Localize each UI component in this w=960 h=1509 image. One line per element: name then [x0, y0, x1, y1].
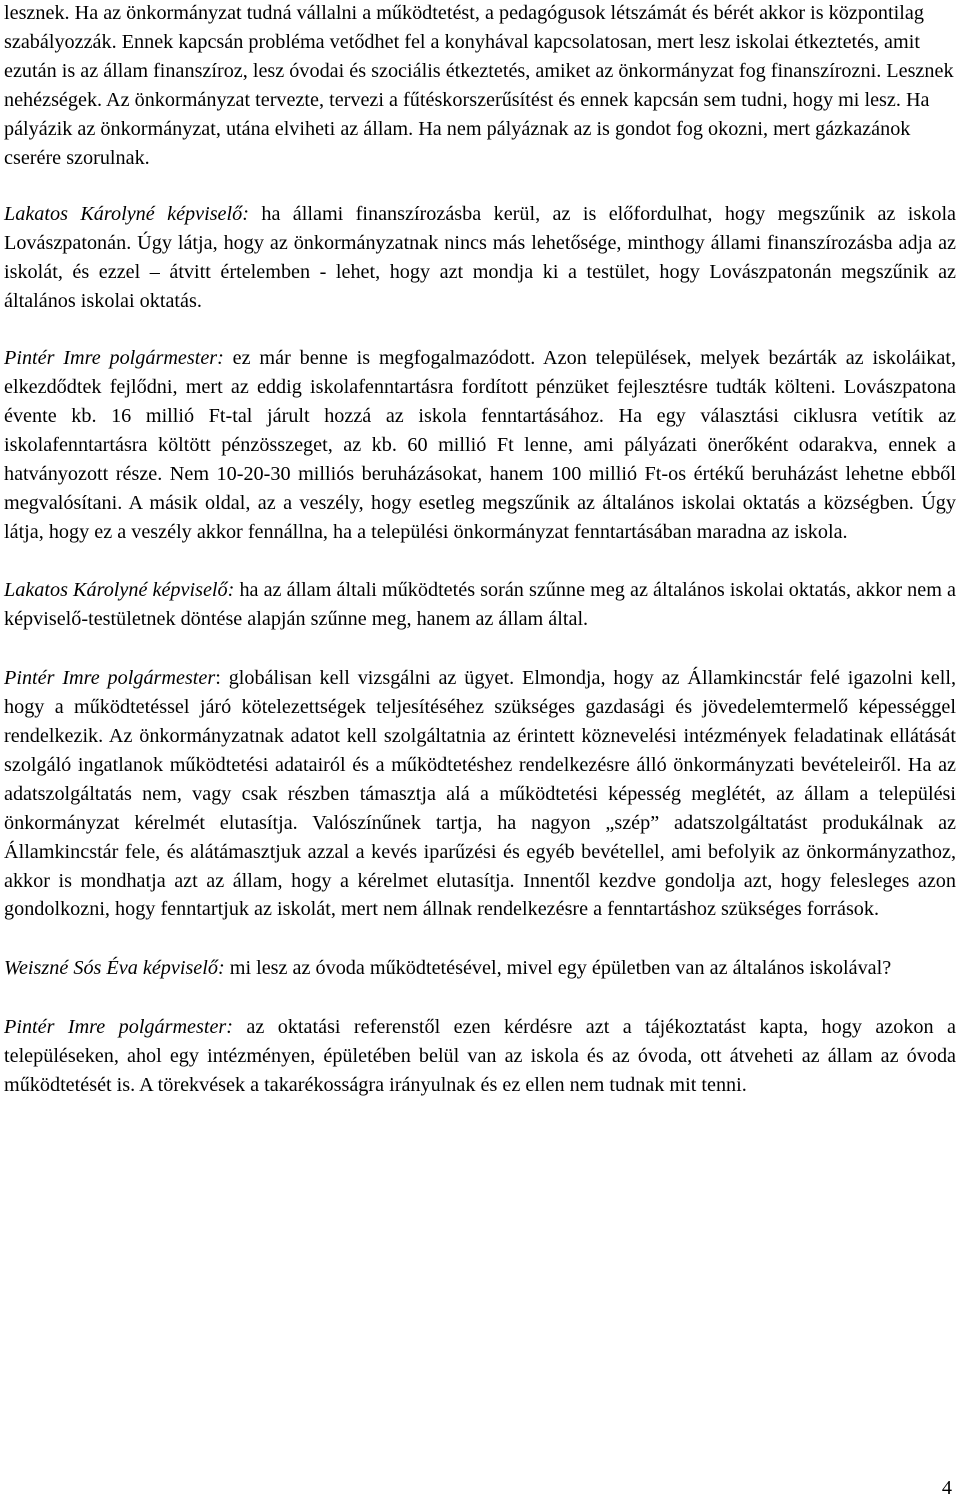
document-page [4, 0, 956, 1100]
paragraph-3-text: ez már benne is megfogalmazódott. Azon települések, melyek bezárták az iskoláikat, elkezdődtek fejlődni, mert az eddig iskolafenntartásra fordított pénzüket fejlesztésre tudták költeni. Lovászpatona évente kb. 16 millió Ft-tal járult hozzá az iskola fenntartásához. Ha egy választási ciklusra vetítik az iskolafenntartásra költött pénzösszeget, az kb. 60 millió Ft lenne, ami pályázati önerőként odarakva, ennek a hatványozott része. Nem 10-20-30 milliós beruházásokat, hanem 100 millió Ft-os értékű beruházást lehetne ebből megvalósítani. A másik oldal, az a veszély, hogy esetleg megszűnik az általános iskolai oktatás a községben. Úgy látja, hogy ez a veszély akkor fennállna, ha a települési önkormányzat fenntartásában maradna az iskola. [4, 347, 956, 543]
paragraph-7 [4, 1013, 956, 1100]
speaker-name: Pintér Imre polgármester: [4, 347, 224, 370]
speaker-name: Pintér Imre polgármester: [4, 1016, 234, 1039]
paragraph-1 [4, 0, 956, 172]
paragraph-6 [4, 954, 956, 983]
speaker-name: Pintér Imre polgármester [4, 667, 216, 690]
paragraph-6-text: mi lesz az óvoda működtetésével, mivel egy épületben van az általános iskolával? [224, 957, 892, 980]
paragraph-3 [4, 344, 956, 546]
paragraph-4-text: ha az állam általi működtetés során szűnne meg az általános iskolai oktatás, akkor nem a képviselő-testületnek döntése alapján szűnne meg, hanem az állam által. [4, 579, 956, 631]
paragraph-1-text: lesznek. Ha az önkormányzat tudná vállalni a működtetést, a pedagógusok létszámát és bérét akkor is központilag szabályozzák. Ennek kapcsán probléma vetődhet fel a konyhával kapcsolatosan, mert lesz iskolai étkeztetés, amit ezután is az állam finanszíroz, lesz óvodai és szociális étkeztetés, amiket az önkormányzat fog finanszírozni. Lesznek nehézségek. Az önkormányzat tervezte, tervezi a fűtéskorszerűsítést és ennek kapcsán sem tudni, hogy mi lesz. Ha pályázik az önkormányzat, utána elviheti az állam. Ha nem pályáznak az is gondot fog okozni, mert gázkazánok cserére szorulnak. [4, 2, 954, 169]
paragraph-7-text: az oktatási referenstől ezen kérdésre azt a tájékoztatást kapta, hogy azokon a településeken, ahol egy intézményen, épületében belül van az iskola és az óvoda, ott átveheti az állam az óvoda működtetését is. A törekvések a takarékosságra irányulnak és ez ellen nem tudnak mit tenni. [4, 1016, 956, 1097]
speaker-name: Lakatos Károlyné képviselő: [4, 579, 235, 602]
paragraph-2 [4, 200, 956, 316]
paragraph-2-text: ha állami finanszírozásba kerül, az is előfordulhat, hogy megszűnik az iskola Lovászpatonán. Úgy látja, hogy az önkormányzatnak nincs más lehetősége, minthogy állami finanszírozásba adja az iskolát, és ezzel – átvitt értelemben - lehet, hogy azt mondja ki a testület, hogy Lovászpatonán megszűnik az általános iskolai oktatás. [4, 203, 957, 313]
page-number: 4 [941, 1477, 952, 1499]
paragraph-4 [4, 576, 956, 634]
paragraph-5-text: : globálisan kell vizsgálni az ügyet. Elmondja, hogy az Államkincstár felé igazolni kell, hogy a működtetéssel járó kötelezettségek teljesítéséhez szükséges gazdasági és jövedelemtermelő képességgel rendelkezik. Az önkormányzatnak adatot kell szolgáltatnia az érintett köznevelési intézmények feladatinak ellátását szolgáló ingatlanok működtetési adatairól és a működtetéshez rendelkezésre álló önkormányzati bevételeiről. Ha az adatszolgáltatás nem, vagy csak részben támasztja alá a működtetési képesség meglétét, az állam a települési önkormányzat kérelmét elutasítja. Valószínűnek tartja, ha nagyon „szép” adatszolgáltatást produkálnak az Államkincstár fele, és alátámasztjuk azzal a kevés iparűzési és egyéb bevétellel, ami befolyik az önkormányzathoz, akkor is mondhatja azt az állam, hogy a kérelmet elutasítja. Innentől kezdve gondolja azt, hogy felesleges azon gondolkozni, hogy fenntartjuk az iskolát, mert nem állnak rendelkezésre a fenntartáshoz szükséges források. [4, 667, 956, 921]
speaker-name: Weiszné Sós Éva képviselő: [4, 957, 225, 980]
speaker-name: Lakatos Károlyné képviselő: [4, 203, 249, 226]
paragraph-5 [4, 664, 956, 924]
